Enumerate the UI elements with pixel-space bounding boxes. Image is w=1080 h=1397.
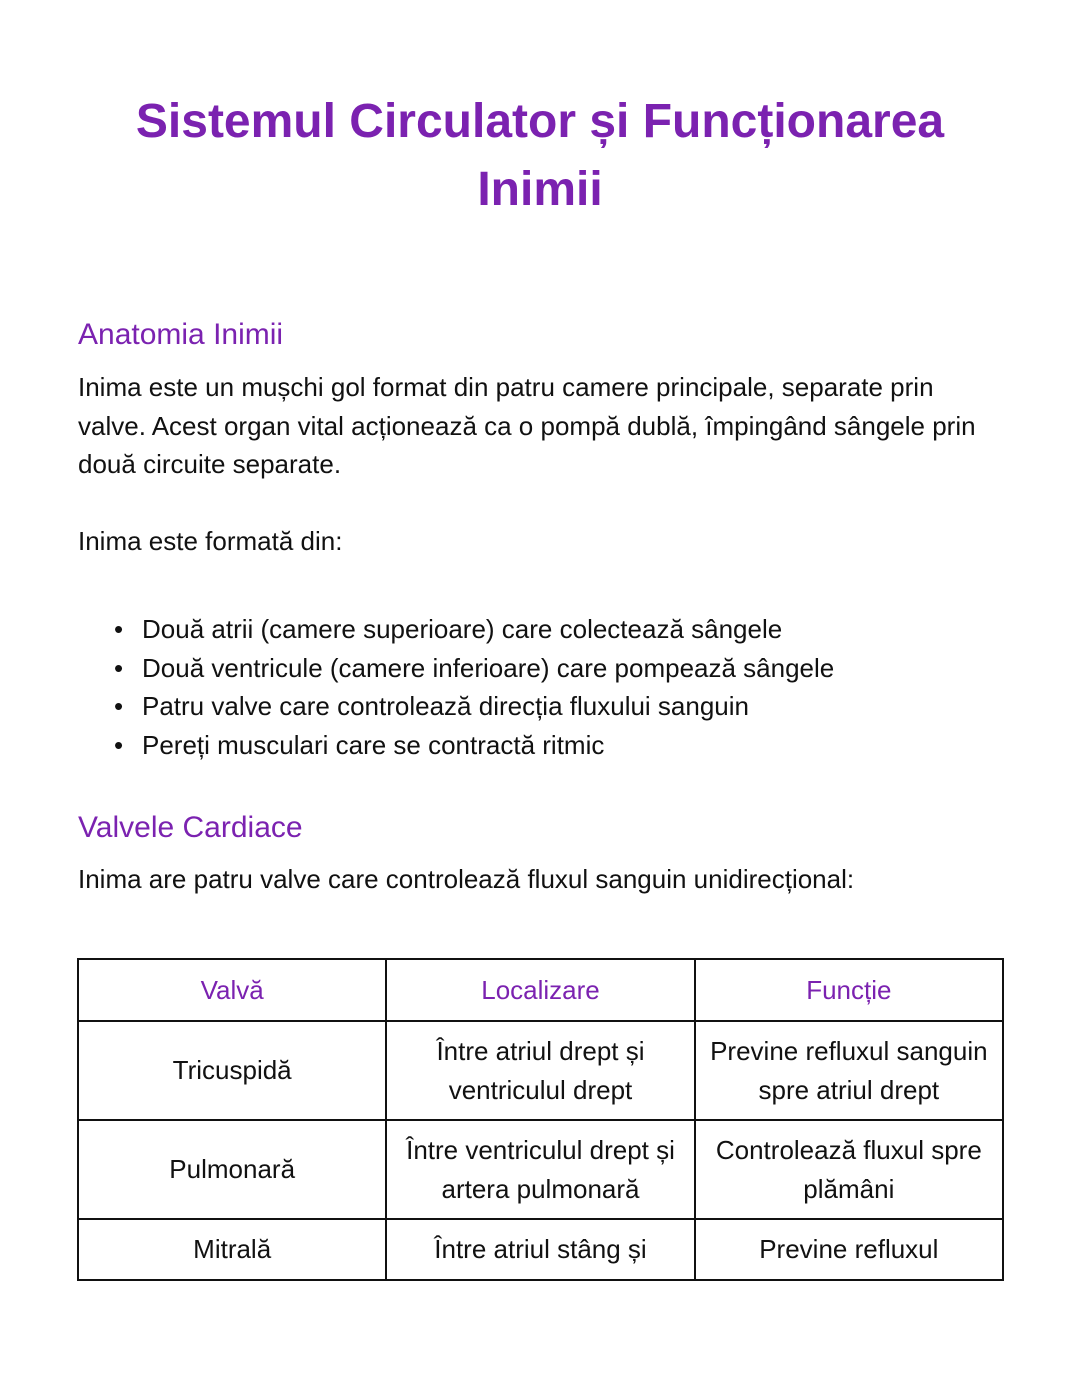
list-item-text: Patru valve care controlează direcția fluxului sanguin: [142, 691, 750, 721]
table-header-row: [78, 959, 1003, 1021]
bullet-icon: •: [114, 691, 124, 721]
list-item: [78, 610, 978, 649]
table-cell: Previne refluxul sanguin spre atriul drept: [695, 1021, 1003, 1120]
list-item-text: Două ventricule (camere inferioare) care pompează sângele: [142, 652, 835, 683]
section-heading-valves: Valvele Cardiace: [78, 811, 303, 844]
list-item: [78, 726, 978, 765]
bullet-icon: •: [114, 652, 124, 683]
table-cell: Mitrală: [78, 1219, 386, 1280]
column-header-valve: Valvă: [78, 959, 386, 1021]
table-cell: Între atriul drept și ventriculul drept: [386, 1021, 694, 1120]
anatomy-bullet-list: [78, 610, 978, 764]
valves-table: [77, 958, 1004, 1281]
column-header-location: Localizare: [386, 959, 694, 1021]
table-row: [78, 1120, 1003, 1219]
bullet-icon: •: [114, 614, 124, 644]
list-item: [78, 649, 978, 688]
list-item: [78, 687, 978, 726]
table-cell: Previne refluxul: [695, 1219, 1003, 1280]
list-item-text: Pereți musculari care se contractă ritmic: [142, 729, 605, 760]
table-row: [78, 1021, 1003, 1120]
table-cell: Între atriul stâng și: [386, 1219, 694, 1280]
section-heading-anatomy: Anatomia Inimii: [78, 318, 284, 351]
table-row: [78, 1219, 1003, 1280]
anatomy-paragraph: Inima este un mușchi gol format din patru camere principale, separate prin valve. Acest organ vital acționează ca o pompă dublă, împingând sângele prin două circuite separate.: [78, 372, 976, 479]
table-cell: Între ventriculul drept și artera pulmonară: [386, 1120, 694, 1219]
table-cell: Tricuspidă: [78, 1021, 386, 1120]
list-item-text: Două atrii (camere superioare) care colectează sângele: [142, 614, 783, 644]
table-cell: Controlează fluxul spre plămâni: [695, 1120, 1003, 1219]
table-cell: Pulmonară: [78, 1120, 386, 1219]
anatomy-intro: Inima este formată din:: [78, 526, 343, 556]
page-title: Sistemul Circulator și Funcționarea Inimii: [135, 95, 945, 216]
valves-paragraph: Inima are patru valve care controlează fluxul sanguin unidirecțional:: [78, 864, 855, 894]
bullet-icon: •: [114, 729, 124, 760]
column-header-function: Funcție: [695, 959, 1003, 1021]
